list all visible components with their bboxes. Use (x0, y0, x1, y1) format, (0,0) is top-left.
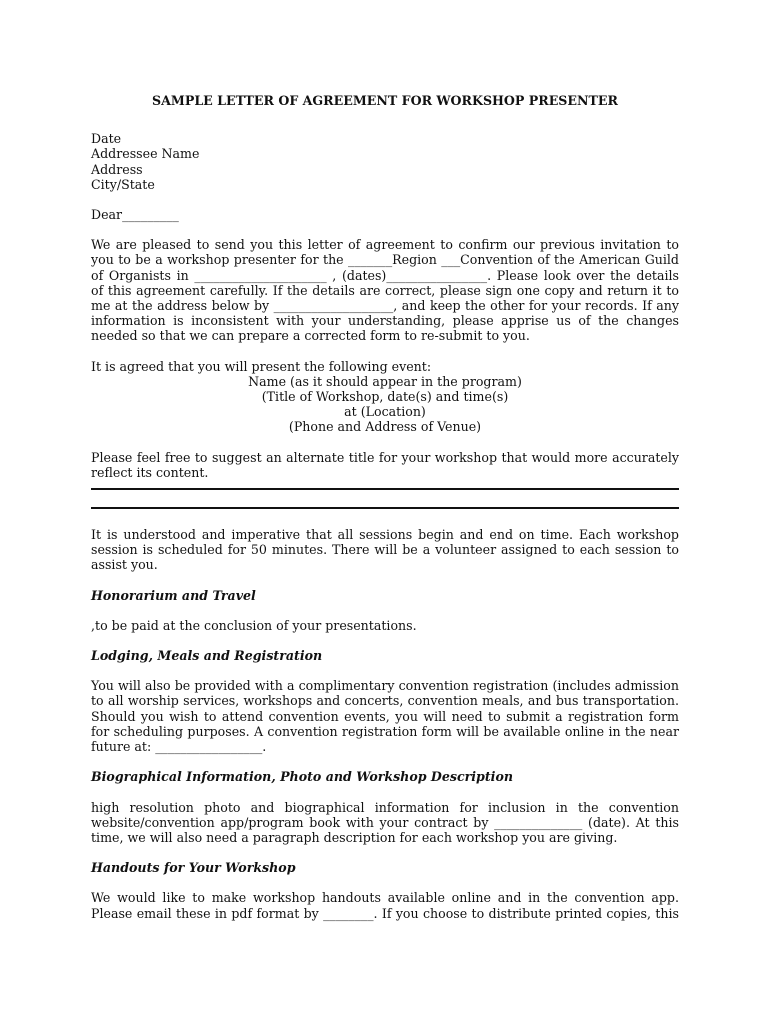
paragraph-line: assist you. (91, 557, 158, 573)
paragraph-line: We would like to make workshop handouts available online and in the convention app. (91, 890, 679, 906)
paragraph-line: information is inconsistent with your understanding, please apprise us of the changes (91, 313, 679, 329)
paragraph-line: It is understood and imperative that all sessions begin and end on time. Each workshop (91, 527, 679, 543)
heading-lodging: Lodging, Meals and Registration (91, 648, 323, 664)
event-venue-line: (Phone and Address of Venue) (288, 419, 482, 435)
heading-handouts: Handouts for Your Workshop (91, 860, 296, 876)
addressee-block (91, 131, 679, 192)
address-line-name: Addressee Name (91, 146, 200, 162)
paragraph-line: to all worship services, workshops and concerts, convention meals, and bus transportation. (91, 693, 679, 709)
bio-paragraph (91, 800, 679, 846)
event-details (91, 374, 679, 435)
paragraph-line: You will also be provided with a complimentary convention registration (includes admission (91, 678, 679, 694)
paragraph-line: Please email these in pdf format by ________. If you choose to distribute printed copies, this (91, 905, 679, 921)
salutation: Dear_________ (91, 207, 179, 223)
address-line-address: Address (91, 161, 143, 177)
timing-paragraph (91, 527, 679, 573)
heading-bio: Biographical Information, Photo and Workshop Description (91, 769, 514, 785)
address-line-date: Date (91, 131, 122, 147)
paragraph-line: future at: _________________. (91, 739, 267, 755)
paragraph-line: for scheduling purposes. A convention registration form will be available online in the near (91, 723, 679, 739)
paragraph-line: We are pleased to send you this letter of agreement to confirm our previous invitation to (91, 237, 679, 253)
heading-honorarium: Honorarium and Travel (91, 587, 256, 603)
document-title: SAMPLE LETTER OF AGREEMENT FOR WORKSHOP PRESENTER (152, 93, 618, 108)
letter-body (91, 93, 679, 921)
handouts-paragraph (91, 890, 679, 920)
honorarium-text: ,to be paid at the conclusion of your presentations. (91, 617, 417, 633)
alternate-title-paragraph (91, 450, 679, 480)
event-intro: It is agreed that you will present the following event: (91, 358, 432, 374)
paragraph-line: high resolution photo and biographical information for inclusion in the convention (91, 799, 679, 815)
address-line-city-state: City/State (91, 176, 155, 192)
paragraph-line: of Organists in _____________________ , (dates)________________. Please look over the details (91, 267, 679, 283)
paragraph-line: of this agreement carefully. If the details are correct, please sign one copy and return it to (91, 282, 679, 298)
lodging-paragraph (91, 678, 679, 754)
paragraph-line: session is scheduled for 50 minutes. There will be a volunteer assigned to each session to (91, 542, 679, 558)
paragraph-line: website/convention app/program book with your contract by ______________ (date). At this (91, 814, 679, 830)
paragraph-line: reflect its content. (91, 464, 209, 480)
paragraph-line: you to be a workshop presenter for the _______Region ___Convention of the American Guild (91, 252, 679, 268)
paragraph-line: Please feel free to suggest an alternate title for your workshop that would more accurately (91, 449, 679, 465)
intro-paragraph (91, 237, 679, 343)
event-name-line: Name (as it should appear in the program) (248, 373, 522, 389)
paragraph-line: time, we will also need a paragraph description for each workshop you are giving. (91, 829, 618, 845)
event-location-line: at (Location) (344, 404, 426, 420)
paragraph-line: needed so that we can prepare a corrected form to re-submit to you. (91, 328, 530, 344)
paragraph-line: Should you wish to attend convention events, you will need to submit a registration form (91, 708, 679, 724)
event-title-line: (Title of Workshop, date(s) and time(s) (261, 389, 509, 405)
paragraph-line: me at the address below by ___________________, and keep the other for your records. If any (91, 298, 679, 314)
